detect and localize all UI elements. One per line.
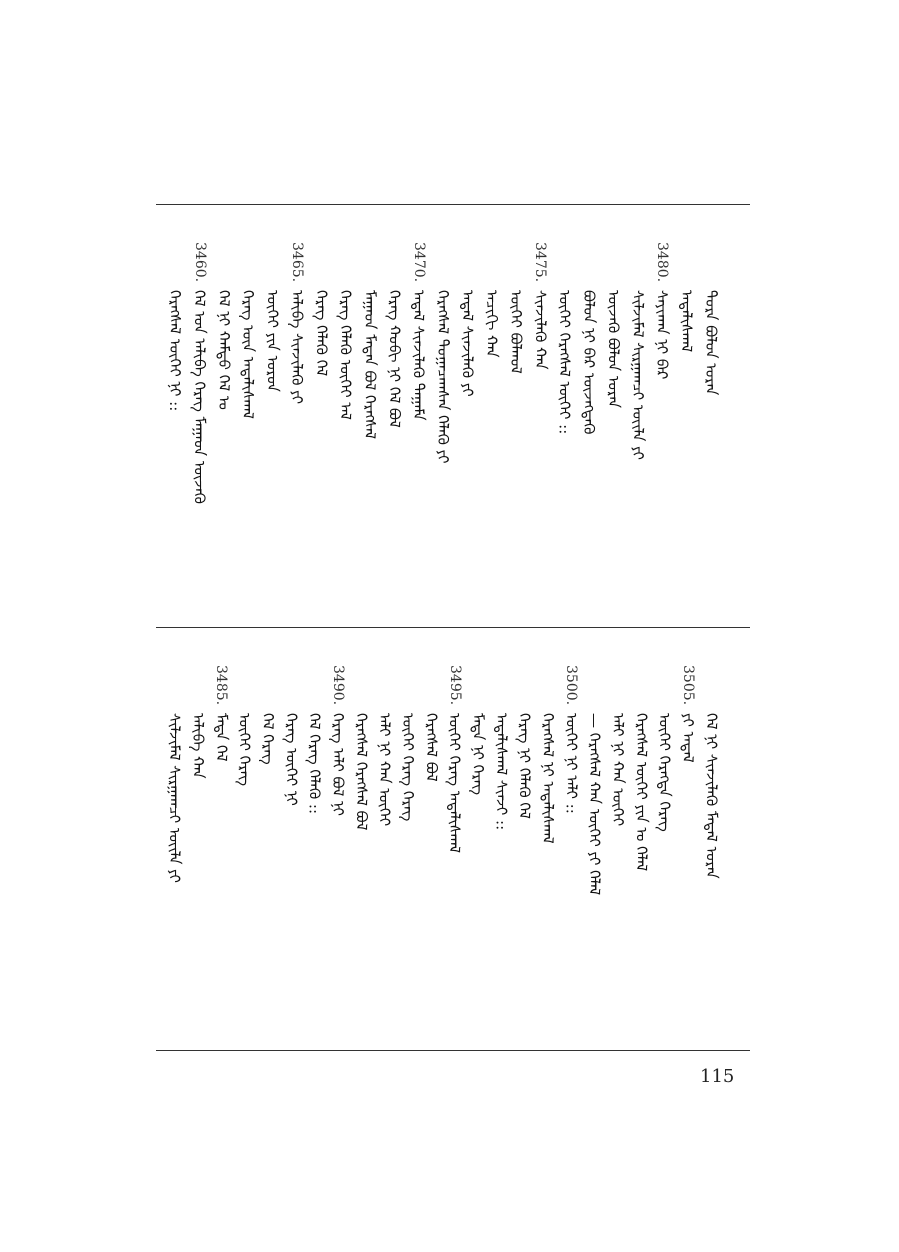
verse-text: ᠬᠡᠷᠡᠭᠰᠡᠯ ᠬᠡᠷᠡᠭᠰᠡᠯ ᠪᠣᠯ	[352, 713, 371, 831]
verse-column	[528, 222, 552, 614]
verse-text: ᠦᠭᠡᠢ ᠶᠢᠨ ᠤᠷᠤᠨ	[263, 290, 282, 392]
verse-text: ᠠᠴᠢᠬᠢ ᠬᠠᠨ	[482, 290, 501, 358]
verse-text: ᠦᠵᠡᠬᠦ ᠪᠣᠯᠤᠨ ᠤᠷᠠᠨ	[604, 290, 623, 408]
middle-rule	[156, 627, 750, 628]
verse-text: ᠰᠢᠯᠵᠢᠮᠡᠯ ᠰᠢᠷᠭᠠᠭᠴᠢ ᠦᠢᠯᠡ ᠶᠢ	[165, 713, 184, 883]
verse-text: ᠮᠡᠳᠡ ᠨᠢ ᠬᠡᠷᠡᠭ	[469, 713, 487, 796]
verse-column	[285, 222, 309, 614]
verse-text: ᠬᠡᠷᠡᠭᠰᠡᠯ ᠦᠭᠡᠢ ᠶᠢᠨ ᠤ ᠬᠡᠯᠡᠯ	[632, 713, 651, 872]
verse-text: ᠬᠡᠷᠡᠭᠰᠡᠯ ᠲᠣᠭᠠᠴᠠᠭᠰᠠᠨ ᠬᠡᠯᠡᠬᠦ ᠶᠢ	[434, 290, 452, 464]
verse-column	[699, 645, 723, 1037]
verse-column	[536, 645, 560, 1037]
verse-column	[212, 222, 236, 614]
verse-column	[303, 645, 327, 1037]
verse-column	[629, 645, 653, 1037]
verse-column	[419, 645, 443, 1037]
verse-column	[309, 222, 333, 614]
verse-text: ᠠᠯᠢ ᠨᠢ ᠬᠠᠨ ᠦᠭᠡᠢ	[375, 713, 394, 827]
verse-column	[334, 222, 358, 614]
verse-text: ᠦᠭᠡᠢ ᠬᠡᠷᠡᠭ ᠠᠳᠠᠯᠢᠰᠬᠠᠯ	[445, 713, 464, 854]
verse-text: ᠰᠠᠶᠢᠬᠠᠨ ᠨᠢ ᠪᠡᠷ	[653, 290, 672, 380]
verse-column	[577, 222, 601, 614]
verse-column	[699, 222, 723, 614]
verse-column	[163, 222, 187, 614]
verse-text: ᠬᠡᠷᠡᠭᠰᠡᠯ ᠨᠢ ᠠᠳᠠᠯᠢᠰᠬᠠᠯ	[539, 713, 557, 844]
line-number: 3485.	[213, 665, 230, 706]
verse-column	[626, 222, 650, 614]
line-number: 3500.	[563, 665, 580, 706]
verse-text: ᠬᠡᠯ ᠬᠡᠷᠡᠭ ᠬᠡᠯᠡᠬᠦ ::	[305, 713, 324, 815]
verse-text: ᠬᠡᠯ ᠬᠡᠷᠡᠭ	[259, 713, 277, 765]
verse-text: ᠠᠯᠢᠪᠠ ᠰᠢᠨᠵᠢᠯᠡᠬᠦ ᠶᠢ	[287, 290, 306, 404]
verse-column	[233, 645, 257, 1037]
verse-column	[373, 645, 397, 1037]
verse-text: ᠰᠢᠨᠵᠢᠯᠡᠬᠦ ᠬᠠᠨ	[531, 290, 550, 370]
verse-column	[504, 222, 528, 614]
verse-column	[559, 645, 583, 1037]
line-number: 3490.	[330, 665, 346, 706]
verse-text: ᠠᠯᠢᠪᠠ ᠬᠠᠨ	[189, 713, 207, 779]
verse-text: ᠦᠭᠡᠢ ᠬᠡᠷᠡᠭᠳᠡ ᠬᠡᠷᠡᠭ	[655, 713, 674, 832]
verse-text: ᠶᠢ ᠠᠳᠠᠯ	[679, 713, 697, 763]
verse-column	[163, 645, 187, 1037]
verse-text: ᠬᠡᠷᠡᠭ ᠦᠨ ᠠᠳᠠᠯᠢᠰᠬᠠᠯ	[239, 290, 258, 419]
verse-column	[653, 645, 677, 1037]
verse-column	[396, 645, 420, 1037]
verse-text: ᠦᠭᠡᠢ ᠬᠡᠷᠡᠭ	[235, 713, 254, 787]
verse-column	[513, 645, 537, 1037]
verse-column	[256, 645, 280, 1037]
top-rule	[156, 204, 750, 205]
verse-column	[236, 222, 260, 614]
verse-text: ᠬᠡᠯ ᠨᠢ ᠬᠠᠮᠲᠤ ᠬᠡᠯ ᠤ	[214, 290, 233, 410]
verse-text: ᠬᠡᠷᠡᠭ ᠬᠡᠯᠡᠬᠦ ᠦᠭᠡᠢ ᠠᠯ	[336, 290, 355, 420]
verse-text: ᠳᠤᠷᠠ ᠪᠣᠯᠤᠨ ᠤᠷᠠᠨ	[701, 290, 720, 396]
verse-column	[188, 222, 212, 614]
verse-text: ᠠᠳᠠᠯᠢᠰᠬᠠᠯ ᠰᠢᠨᠵᠢ ::	[492, 713, 511, 831]
verse-column	[455, 222, 479, 614]
verse-column	[606, 645, 630, 1037]
verse-text: ᠬᠡᠷᠡᠭ ᠬᠡᠯᠡᠬᠦ ᠬᠡᠯ	[312, 290, 331, 377]
verse-text: ᠰᠢᠯᠵᠢᠮᠡᠯ ᠰᠢᠷᠭᠠᠭᠴᠢ ᠦᠢᠯᠡ ᠶᠢ	[628, 290, 647, 460]
verse-column	[326, 645, 350, 1037]
bottom-rule	[156, 1050, 750, 1051]
verse-column	[650, 222, 674, 614]
verse-column	[583, 645, 607, 1037]
verse-column	[279, 645, 303, 1037]
verse-column	[674, 222, 698, 614]
verse-text: ᠬᠡᠯ ᠤᠨ ᠠᠯᠢᠪᠠ ᠬᠡᠷᠡᠭ ᠮᠠᠭᠠᠳ ᠦᠵᠡᠬᠦ	[190, 290, 209, 504]
verse-text: — ᠬᠡᠷᠡᠭᠰᠡᠯ ᠬᠠᠨ ᠦᠭᠡᠢ ᠶᠢ ᠬᠡᠯᠡᠯ	[585, 713, 604, 896]
verse-text: ᠬᠡᠯ ᠨᠢ ᠰᠢᠨᠵᠢᠯᠡᠬᠦ ᠮᠡᠳᠡᠯ ᠤᠷᠠᠨ	[702, 713, 721, 879]
verse-text: ᠠᠳᠠᠯ ᠰᠢᠨᠵᠢᠯᠡᠬᠦ ᠲᠠᠭᠠᠮᠠ	[409, 290, 428, 421]
page-number: 115	[700, 1066, 735, 1087]
verse-text: ᠬᠡᠷᠡᠭᠰᠡᠯ ᠪᠣᠯ	[422, 713, 441, 782]
line-number: 3470.	[410, 242, 427, 283]
verse-text: ᠦᠭᠡᠢ ᠨᠢ ᠠᠯᠢ ::	[562, 713, 581, 814]
verse-block-lower	[163, 645, 723, 1037]
verse-block-upper	[163, 222, 723, 614]
verse-text: ᠠᠳᠠᠯ ᠰᠢᠨᠵᠢᠯᠡᠬᠦ ᠶᠢ	[458, 290, 477, 397]
verse-column	[466, 645, 490, 1037]
verse-text: ᠬᠡᠷᠡᠭᠰᠡᠯ ᠦᠭᠡᠢ ᠨᠢ ::	[166, 290, 185, 412]
line-number: 3505.	[680, 665, 696, 706]
verse-column	[676, 645, 700, 1037]
verse-column	[480, 222, 504, 614]
verse-column	[601, 222, 625, 614]
verse-column	[186, 645, 210, 1037]
verse-text: ᠦᠭᠡᠢ ᠬᠡᠷᠡᠭᠰᠡᠯ ᠦᠭᠡᠢ ::	[555, 290, 574, 435]
line-number: 3480.	[654, 242, 671, 283]
line-number: 3475.	[532, 242, 549, 283]
verse-column	[261, 222, 285, 614]
verse-column	[407, 222, 431, 614]
verse-text: ᠦᠭᠡᠢ ᠬᠡᠷᠡᠭ ᠬᠡᠷᠡᠭ	[399, 713, 417, 822]
verse-text: ᠬᠡᠷᠡᠭ ᠠᠯᠢ ᠪᠣᠯ ᠨᠢ	[329, 713, 347, 816]
verse-text: ᠬᠡᠷᠡᠭ ᠬᠤᠪᠢ ᠨᠢ ᠬᠡᠯ ᠪᠣᠯ	[385, 290, 404, 428]
verse-text: ᠦᠭᠡᠢ ᠪᠣᠯᠬᠤᠯ	[507, 290, 526, 374]
verse-column	[382, 222, 406, 614]
line-number: 3465.	[288, 242, 305, 283]
verse-text: ᠠᠳᠠᠯᠢᠰᠬᠠᠯ	[677, 290, 696, 353]
line-number: 3495.	[446, 665, 463, 706]
verse-text: ᠪᠣᠯᠤᠨ ᠨᠢ ᠪᠡᠷ ᠦᠵᠡᠭᠳᠡᠬᠦ	[580, 290, 599, 435]
verse-column	[209, 645, 233, 1037]
verse-text: ᠬᠡᠷᠡᠭ ᠨᠢ ᠬᠡᠯᠡᠬᠦ ᠬᠡᠯ	[515, 713, 534, 819]
verse-column	[489, 645, 513, 1037]
verse-text: ᠮᠠᠭᠠᠳ ᠮᠡᠳᠡᠨ ᠪᠣᠯ ᠬᠡᠷᠡᠭᠰᠡᠯ	[360, 290, 379, 440]
line-number: 3460.	[191, 242, 208, 283]
verse-text: ᠠᠯᠢ ᠨᠢ ᠬᠠᠨ ᠦᠭᠡᠢ	[609, 713, 627, 827]
verse-column	[553, 222, 577, 614]
verse-column	[431, 222, 455, 614]
verse-column	[358, 222, 382, 614]
verse-text: ᠬᠡᠷᠡᠭ ᠦᠭᠡᠢ ᠨᠢ	[282, 713, 301, 806]
verse-text: ᠮᠡᠳᠡ ᠬᠡᠯ	[212, 713, 231, 762]
verse-column	[443, 645, 467, 1037]
verse-column	[349, 645, 373, 1037]
